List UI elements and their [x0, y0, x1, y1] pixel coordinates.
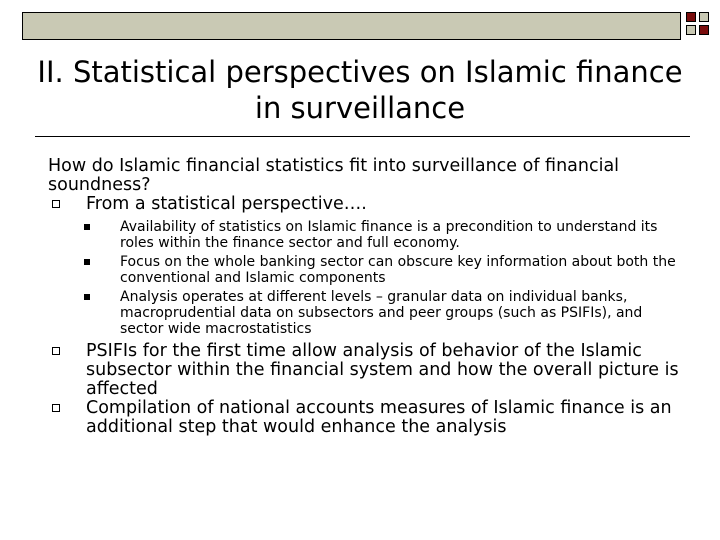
decorative-square: [699, 12, 709, 22]
decorative-square: [686, 12, 696, 22]
list-item-text: PSIFIs for the first time allow analysis of behavior of the Islamic subsector within the financial system and how the overall picture is affected: [86, 341, 679, 399]
hollow-square-bullet-icon: [52, 404, 60, 412]
sub-list-item: [48, 219, 688, 251]
intro-text: How do Islamic financial statistics fit into surveillance of financial soundness?: [48, 156, 620, 195]
title-divider: [35, 136, 690, 137]
sub-list-item-text: Analysis operates at different levels – granular data on individual banks, macroprudential data on subsectors and peer groups (such as PSIFIs), and sector wide macrostatistics: [120, 289, 643, 337]
list-item: [48, 342, 688, 399]
list-item: [48, 195, 688, 214]
title-line: in surveillance: [254, 91, 466, 125]
slide-title: [22, 54, 698, 126]
sub-list-item-text: Focus on the whole banking sector can obscure key information about both the conventional and Islamic components: [120, 254, 676, 286]
sub-list-item: [48, 254, 688, 286]
decorative-square: [686, 25, 696, 35]
slide-body: [48, 157, 688, 437]
title-line: II. Statistical perspectives on Islamic finance: [37, 55, 683, 89]
hollow-square-bullet-icon: [52, 347, 60, 355]
list-item-text: From a statistical perspective….: [86, 194, 367, 214]
list-item: [48, 399, 688, 437]
filled-square-bullet-icon: [84, 224, 90, 230]
sub-list-item: [48, 289, 688, 337]
decorative-square: [699, 25, 709, 35]
hollow-square-bullet-icon: [52, 200, 60, 208]
filled-square-bullet-icon: [84, 259, 90, 265]
list-item-text: Compilation of national accounts measures of Islamic finance is an additional step that would enhance the analysis: [86, 398, 672, 437]
sub-list-item-text: Availability of statistics on Islamic finance is a precondition to understand its roles within the finance sector and full economy.: [120, 219, 658, 251]
header-bar: [22, 12, 681, 40]
filled-square-bullet-icon: [84, 294, 90, 300]
